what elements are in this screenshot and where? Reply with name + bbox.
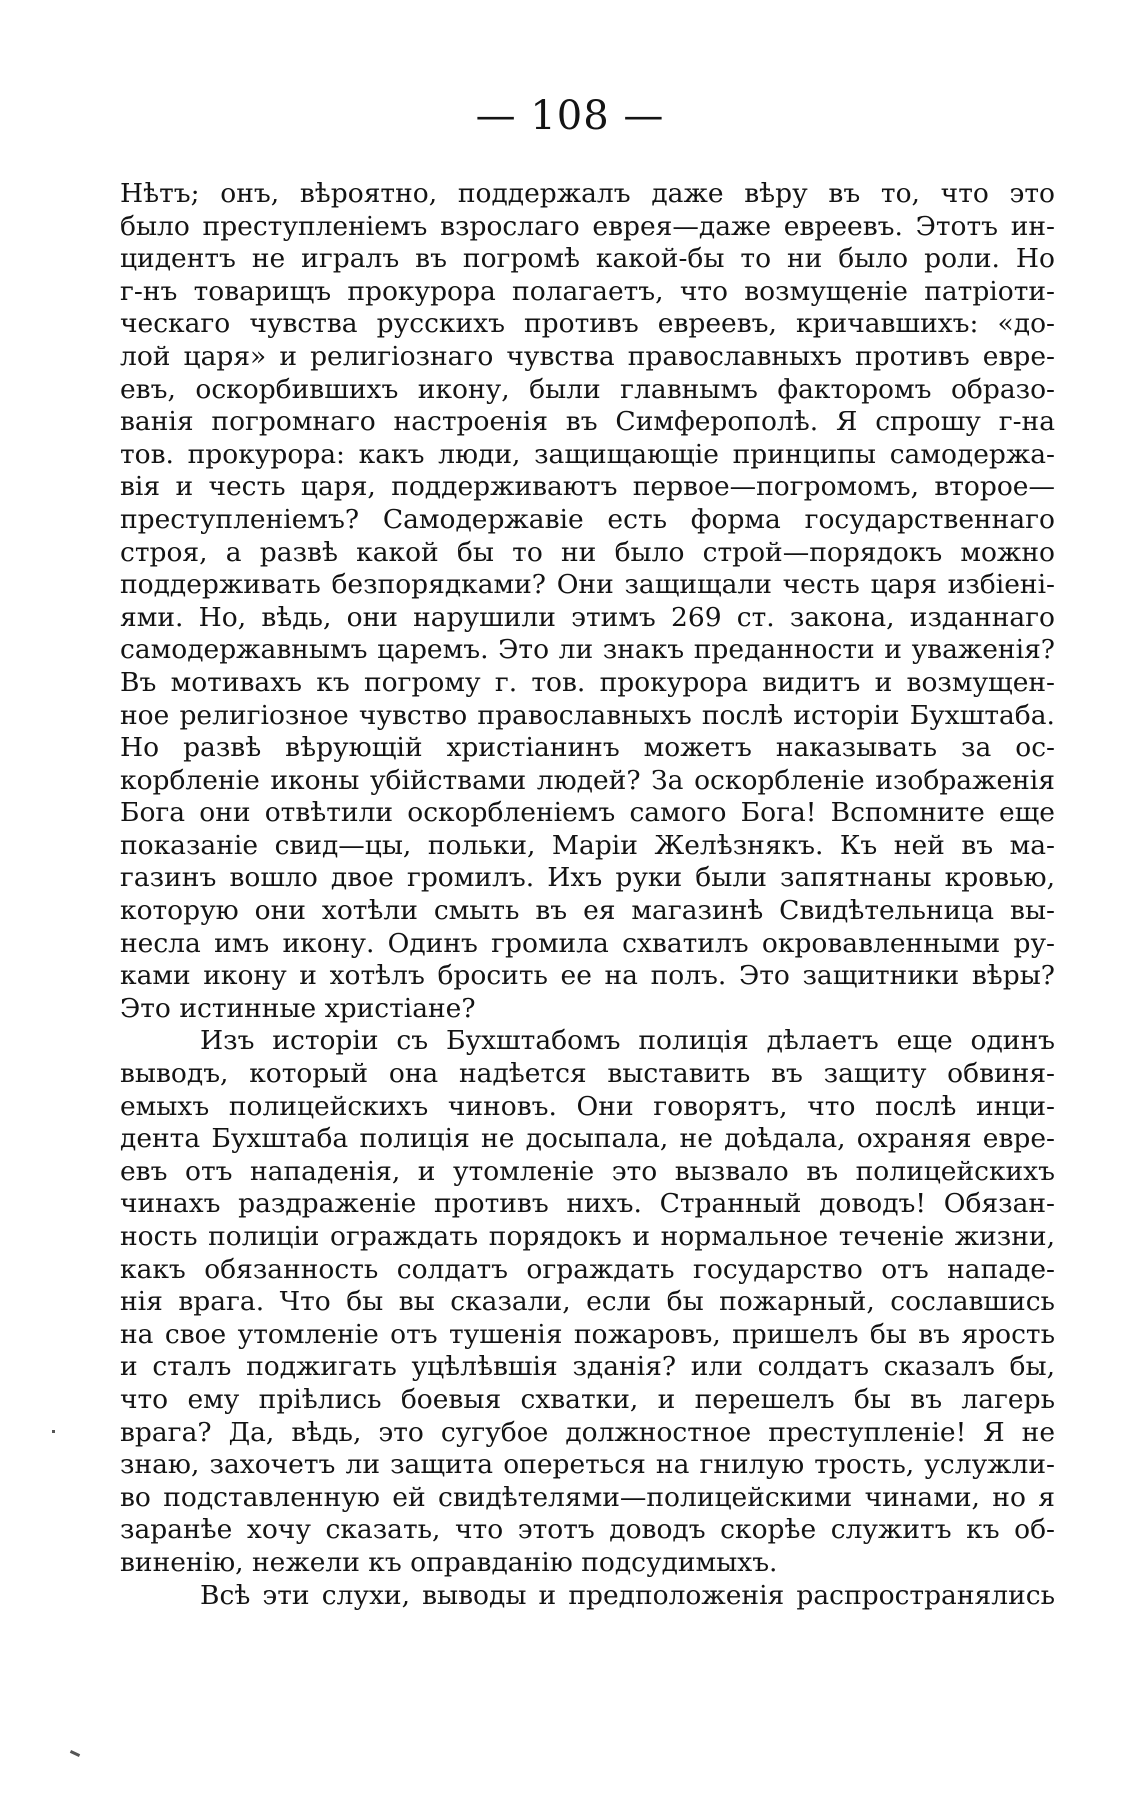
text-line: Но развѣ вѣрующій христіанинъ можетъ наказывать за ос- [120,732,1055,764]
text-line: на свое утомленіе отъ тушенія пожаровъ, пришелъ бы въ ярость [120,1318,1055,1350]
text-line: поддерживать безпорядками? Они защищали честь царя избіені- [120,569,1055,601]
text-line: строя, а развѣ какой бы то ни было строй—порядокъ можно [120,536,1055,568]
text-line: было преступленіемъ взрослаго еврея—даже евреевъ. Этотъ ин- [120,210,1055,242]
text-line: виненію, нежели къ оправданію подсудимыхъ. [120,1546,778,1578]
scan-speck [70,1750,80,1757]
text-line: евъ, оскорбившихъ икону, были главнымъ факторомъ образо- [120,373,1055,405]
text-line: емыхъ полицейскихъ чиновъ. Они говорятъ, что послѣ инци- [120,1090,1055,1122]
text-line: г-нъ товарищъ прокурора полагаетъ, что возмущеніе патріоти- [120,275,1055,307]
scan-speck [52,1430,55,1433]
text-line: Нѣтъ; онъ, вѣроятно, поддержалъ даже вѣру въ то, что это [120,178,1055,209]
text-line: врага? Да, вѣдь, это сугубое должностное преступленіе! Я не [120,1416,1055,1448]
text-line: тов. прокурора: какъ люди, защищающіе принципы самодержа- [120,438,1055,470]
text-line: евъ отъ нападенія, и утомленіе это вызвало въ полицейскихъ [120,1155,1055,1187]
text-line: лой царя» и религіознаго чувства православныхъ противъ евре- [120,340,1055,372]
text-line: выводъ, который она надѣется выставить въ защиту обвиня- [120,1058,1055,1090]
text-body [120,178,1055,1612]
text-line: Изъ исторіи съ Бухштабомъ полиція дѣлаетъ еще одинъ [200,1025,1055,1057]
text-line: ями. Но, вѣдь, они нарушили этимъ 269 ст. закона, изданнаго [120,601,1055,633]
text-line: ность полиціи ограждать порядокъ и нормальное теченіе жизни, [120,1221,1055,1252]
text-line: ками икону и хотѣлъ бросить ее на полъ. Это защитники вѣры? [120,960,1055,992]
text-line: ческаго чувства русскихъ противъ евреевъ, кричавшихъ: «до- [120,308,1055,340]
page-number: — 108 — [475,93,665,139]
text-line: Въ мотивахъ къ погрому г. тов. прокурора видитъ и возмущен- [120,666,1055,698]
text-line: которую они хотѣли смыть въ ея магазинѣ Свидѣтельница вы- [120,895,1055,927]
text-line: знаю, захочетъ ли защита опереться на гнилую трость, услужли- [120,1449,1055,1481]
text-line: корбленіе иконы убійствами людей? За оскорбленіе изображенія [120,764,1055,796]
text-line: во подставленную ей свидѣтелями—полицейскими чинами, но я [120,1481,1055,1513]
text-line: какъ обязанность солдатъ ограждать государство отъ нападе- [120,1253,1055,1285]
text-line: ное религіозное чувство православныхъ послѣ исторіи Бухштаба. [120,699,1055,731]
text-line: чинахъ раздраженіе противъ нихъ. Странный доводъ! Обязан- [120,1188,1055,1220]
text-line: ванія погромнаго настроенія въ Симферополѣ. Я спрошу г-на [120,406,1055,438]
text-line: несла имъ икону. Одинъ громила схватилъ окровавленными ру- [120,927,1055,959]
text-line: самодержавнымъ царемъ. Это ли знакъ преданности и уваженія? [120,634,1055,666]
text-line: заранѣе хочу сказать, что этотъ доводъ скорѣе служитъ къ об- [120,1514,1055,1546]
text-line: показаніе свид—цы, польки, Маріи Желѣзнякъ. Къ ней въ ма- [120,829,1055,861]
text-line: Всѣ эти слухи, выводы и предположенія распространялись [200,1579,1055,1611]
text-line: газинъ вошло двое громилъ. Ихъ руки были запятнаны кровью, [120,862,1055,894]
text-line: и сталъ поджигать уцѣлѣвшія зданія? или солдатъ сказалъ бы, [120,1351,1055,1383]
text-line: что ему пріѣлись боевыя схватки, и перешелъ бы въ лагерь [120,1383,1055,1415]
text-line: дента Бухштаба полиція не досыпала, не доѣдала, охраняя евре- [120,1123,1055,1155]
text-line: преступленіемъ? Самодержавіе есть форма государственнаго [120,503,1055,535]
text-line: вія и честь царя, поддерживаютъ первое—погромомъ, второе— [120,471,1055,503]
text-line: нія врага. Что бы вы сказали, если бы пожарный, сославшись [120,1286,1055,1318]
text-line: Бога они отвѣтили оскорбленіемъ самого Бога! Вспомните еще [120,797,1055,829]
text-line: Это истинные христіане? [120,992,476,1024]
text-line: цидентъ не игралъ въ погромѣ какой-бы то ни было роли. Но [120,243,1055,275]
